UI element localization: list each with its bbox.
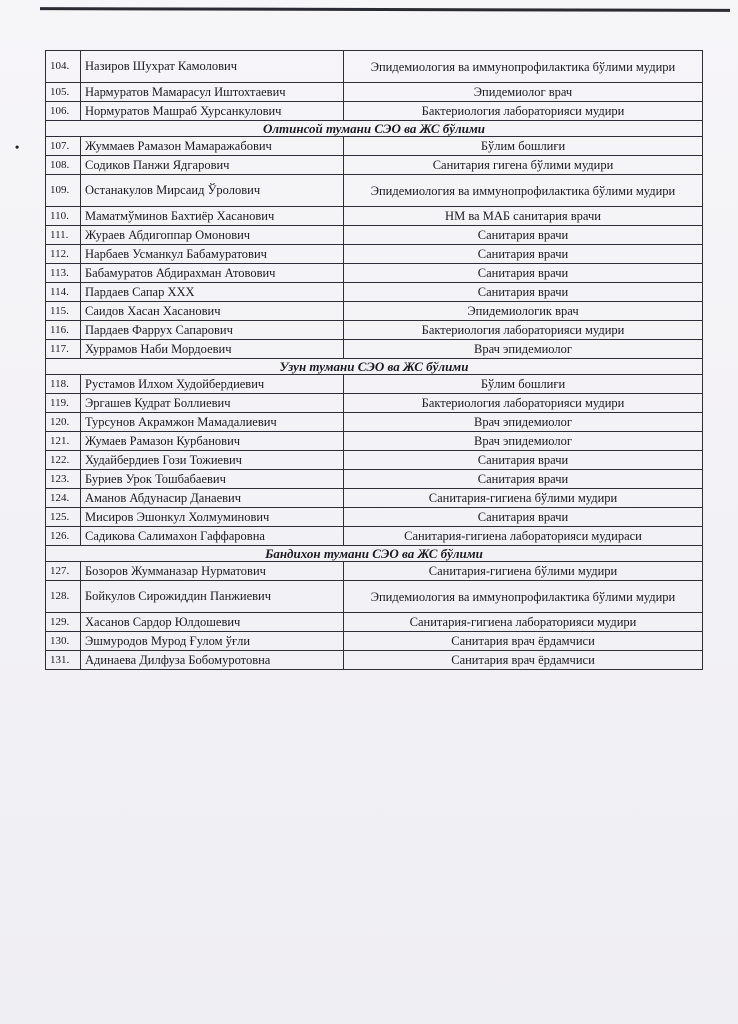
employee-name: Аманов Абдунасир Данаевич <box>81 489 344 508</box>
margin-mark: • <box>15 140 20 154</box>
employee-name: Жумаев Рамазон Курбанович <box>81 432 344 451</box>
section-header-row <box>46 121 703 137</box>
row-number: 114. <box>46 283 81 302</box>
table-row <box>46 527 703 546</box>
table-row <box>46 207 703 226</box>
table-row <box>46 375 703 394</box>
row-number: 112. <box>46 245 81 264</box>
row-number: 123. <box>46 470 81 489</box>
staff-table-body <box>46 51 703 670</box>
table-row <box>46 451 703 470</box>
employee-name: Пардаев Фаррух Сапарович <box>81 321 344 340</box>
table-row <box>46 226 703 245</box>
section-header-row <box>46 359 703 375</box>
employee-name: Бойкулов Сирожиддин Панжиевич <box>81 581 344 613</box>
row-number: 118. <box>46 375 81 394</box>
employee-name: Эргашев Кудрат Боллиевич <box>81 394 344 413</box>
table-row <box>46 581 703 613</box>
employee-position: Санитария врачи <box>344 283 703 302</box>
row-number: 121. <box>46 432 81 451</box>
employee-name: Эшмуродов Мурод Ғулом ўғли <box>81 632 344 651</box>
section-title: Олтинсой тумани СЭО ва ЖС бўлими <box>46 121 703 137</box>
table-row <box>46 340 703 359</box>
employee-name: Жураев Абдигоппар Омонович <box>81 226 344 245</box>
employee-position: Бактериология лабораторияси мудири <box>344 321 703 340</box>
table-row <box>46 321 703 340</box>
employee-name: Останакулов Мирсаид Ўролович <box>81 175 344 207</box>
employee-position: Санитария врачи <box>344 451 703 470</box>
table-row <box>46 102 703 121</box>
employee-position: Санитария врачи <box>344 226 703 245</box>
employee-position: Санитария-гигиена лабораторияси мудираси <box>344 527 703 546</box>
section-header-row <box>46 546 703 562</box>
employee-name: Рустамов Илхом Худойбердиевич <box>81 375 344 394</box>
employee-position: Санитария-гигиена лабораторияси мудири <box>344 613 703 632</box>
employee-name: Жуммаев Рамазон Мамаражабович <box>81 137 344 156</box>
table-row <box>46 508 703 527</box>
employee-name: Маматмўминов Бахтиёр Хасанович <box>81 207 344 226</box>
employee-name: Садикова Салимахон Гаффаровна <box>81 527 344 546</box>
employee-position: Санитария врачи <box>344 264 703 283</box>
employee-position: Бактериология лабораторияси мудири <box>344 102 703 121</box>
employee-position: Врач эпидемиолог <box>344 413 703 432</box>
section-title: Узун тумани СЭО ва ЖС бўлими <box>46 359 703 375</box>
row-number: 126. <box>46 527 81 546</box>
row-number: 105. <box>46 83 81 102</box>
employee-position: Санитария врач ёрдамчиси <box>344 632 703 651</box>
section-title: Бандихон тумани СЭО ва ЖС бўлими <box>46 546 703 562</box>
row-number: 131. <box>46 651 81 670</box>
employee-name: Мисиров Эшонкул Холмуминович <box>81 508 344 527</box>
row-number: 122. <box>46 451 81 470</box>
table-row <box>46 613 703 632</box>
table-row <box>46 413 703 432</box>
staff-table <box>45 50 703 670</box>
table-row <box>46 283 703 302</box>
row-number: 117. <box>46 340 81 359</box>
employee-name: Адинаева Дилфуза Бобомуротовна <box>81 651 344 670</box>
table-row <box>46 245 703 264</box>
row-number: 125. <box>46 508 81 527</box>
row-number: 110. <box>46 207 81 226</box>
employee-name: Худайбердиев Гози Тожиевич <box>81 451 344 470</box>
table-row <box>46 562 703 581</box>
row-number: 129. <box>46 613 81 632</box>
row-number: 128. <box>46 581 81 613</box>
employee-name: Бабамуратов Абдирахман Атовович <box>81 264 344 283</box>
row-number: 115. <box>46 302 81 321</box>
employee-name: Турсунов Акрамжон Мамадалиевич <box>81 413 344 432</box>
row-number: 127. <box>46 562 81 581</box>
row-number: 109. <box>46 175 81 207</box>
employee-position: Врач эпидемиолог <box>344 432 703 451</box>
employee-position: Эпидемиолог врач <box>344 83 703 102</box>
table-row <box>46 394 703 413</box>
table-row <box>46 651 703 670</box>
table-row <box>46 51 703 83</box>
table-row <box>46 175 703 207</box>
employee-position: Санитария-гигиена бўлими мудири <box>344 562 703 581</box>
employee-position: Бўлим бошлиғи <box>344 137 703 156</box>
employee-position: Санитария-гигиена бўлими мудири <box>344 489 703 508</box>
employee-position: Санитария врачи <box>344 508 703 527</box>
employee-name: Нормуратов Машраб Хурсанкулович <box>81 102 344 121</box>
employee-name: Бозоров Жумманазар Нурматович <box>81 562 344 581</box>
table-row <box>46 302 703 321</box>
employee-position: НМ ва МАБ санитария врачи <box>344 207 703 226</box>
row-number: 107. <box>46 137 81 156</box>
page-edge-line <box>40 7 730 12</box>
row-number: 124. <box>46 489 81 508</box>
row-number: 106. <box>46 102 81 121</box>
table-row <box>46 137 703 156</box>
row-number: 119. <box>46 394 81 413</box>
table-row <box>46 470 703 489</box>
row-number: 108. <box>46 156 81 175</box>
employee-name: Назиров Шухрат Камолович <box>81 51 344 83</box>
table-row <box>46 264 703 283</box>
table-row <box>46 489 703 508</box>
row-number: 120. <box>46 413 81 432</box>
employee-name: Саидов Хасан Хасанович <box>81 302 344 321</box>
employee-name: Нарбаев Усманкул Бабамуратович <box>81 245 344 264</box>
employee-name: Хуррамов Наби Мордоевич <box>81 340 344 359</box>
employee-position: Санитария врачи <box>344 470 703 489</box>
employee-position: Эпидемиологик врач <box>344 302 703 321</box>
employee-position: Бактериология лабораторияси мудири <box>344 394 703 413</box>
employee-position: Эпидемиология ва иммунопрофилактика бўлими мудири <box>344 175 703 207</box>
row-number: 111. <box>46 226 81 245</box>
row-number: 116. <box>46 321 81 340</box>
table-row <box>46 156 703 175</box>
row-number: 130. <box>46 632 81 651</box>
employee-position: Санитария врачи <box>344 245 703 264</box>
table-row <box>46 83 703 102</box>
employee-position: Санитария гигена бўлими мудири <box>344 156 703 175</box>
row-number: 113. <box>46 264 81 283</box>
employee-name: Буриев Урок Тошбабаевич <box>81 470 344 489</box>
employee-position: Бўлим бошлиғи <box>344 375 703 394</box>
employee-position: Санитария врач ёрдамчиси <box>344 651 703 670</box>
employee-position: Эпидемиология ва иммунопрофилактика бўлими мудири <box>344 51 703 83</box>
employee-name: Содиков Панжи Ядгарович <box>81 156 344 175</box>
table-row <box>46 632 703 651</box>
employee-name: Пардаев Сапар XXX <box>81 283 344 302</box>
table-row <box>46 432 703 451</box>
employee-position: Эпидемиология ва иммунопрофилактика бўлими мудири <box>344 581 703 613</box>
employee-name: Нармуратов Мамарасул Иштохтаевич <box>81 83 344 102</box>
row-number: 104. <box>46 51 81 83</box>
employee-position: Врач эпидемиолог <box>344 340 703 359</box>
employee-name: Хасанов Сардор Юлдошевич <box>81 613 344 632</box>
